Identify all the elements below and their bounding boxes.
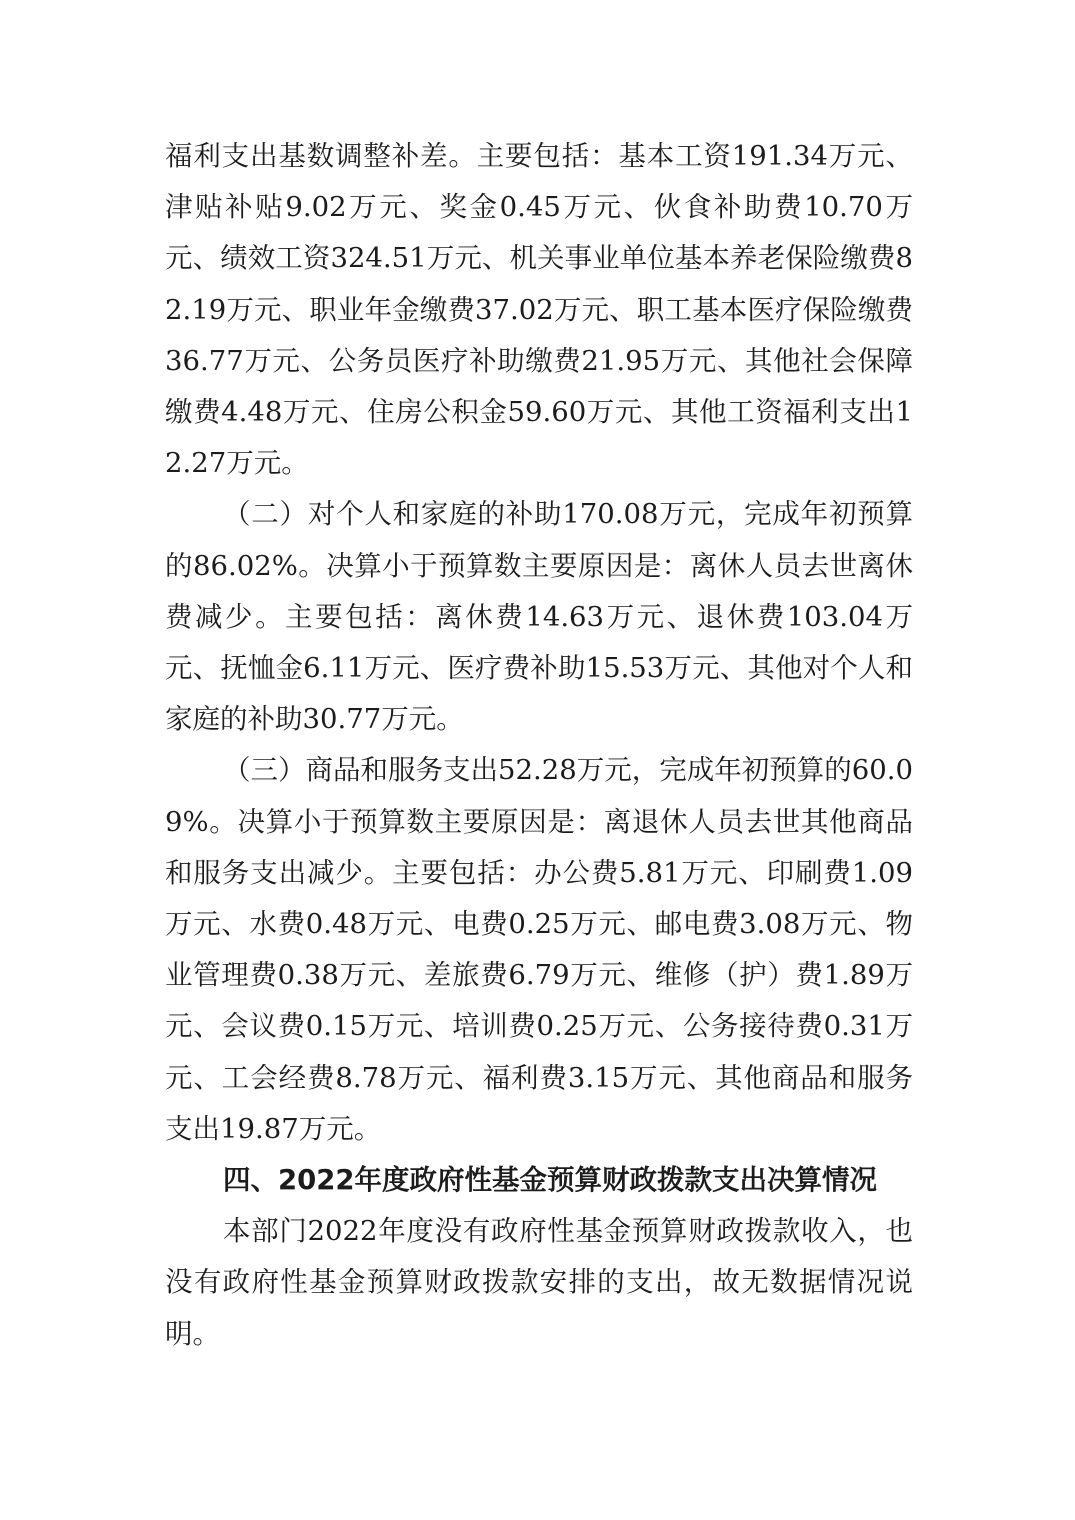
document-body	[165, 131, 913, 1360]
paragraph-wage-welfare-details: 福利支出基数调整补差。主要包括：基本工资191.34万元、津贴补贴9.02万元、奖金0.45万元、伙食补助费10.70万元、绩效工资324.51万元、机关事业单位基本养老保险缴费82.19万元、职业年金缴费37.02万元、职工基本医疗保险缴费36.77万元、公务员医疗补助缴费21.95万元、其他社会保障缴费4.48万元、住房公积金59.60万元、其他工资福利支出12.27万元。	[165, 140, 913, 480]
section-heading: 四、2022年度政府性基金预算财政拨款支出决算情况	[223, 1164, 878, 1197]
paragraph-personal-family-subsidy: （二）对个人和家庭的补助170.08万元，完成年初预算的86.02%。决算小于预算数主要原因是：离休人员去世离休费减少。主要包括：离休费14.63万元、退休费103.04万元、抚恤金6.11万元、医疗费补助15.53万元、其他对个人和家庭的补助30.77万元。	[165, 498, 913, 736]
section-body: 本部门2022年度没有政府性基金预算财政拨款收入，也没有政府性基金预算财政拨款安排的支出，故无数据情况说明。	[165, 1215, 913, 1350]
paragraph-goods-services-expense: （三）商品和服务支出52.28万元，完成年初预算的60.09%。决算小于预算数主要原因是：离退休人员去世其他商品和服务支出减少。主要包括：办公费5.81万元、印刷费1.09万元、水费0.48万元、电费0.25万元、邮电费3.08万元、物业管理费0.38万元、差旅费6.79万元、维修（护）费1.89万元、会议费0.15万元、培训费0.25万元、公务接待费0.31万元、工会经费8.78万元、福利费3.15万元、其他商品和服务支出19.87万元。	[165, 754, 913, 1145]
